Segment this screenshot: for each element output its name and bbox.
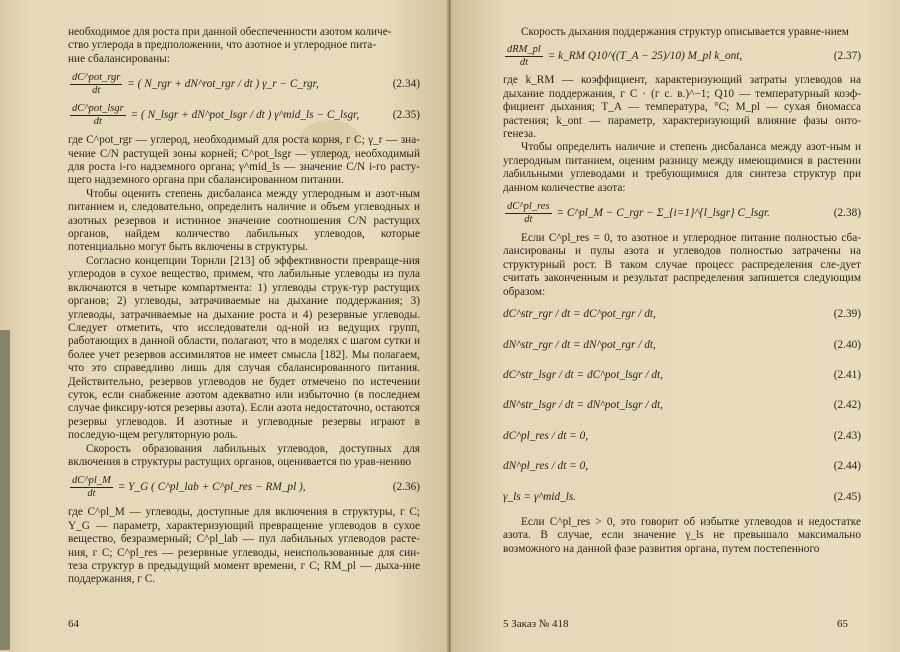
intro-line-2: ство углерода в предположении, что азотное и углеродное пита-: [68, 39, 377, 52]
paragraph-imbalance: Чтобы оценить степень дисбаланса между углеродным и азот-ным питанием и, следовательно, определить наличие и объем углеводных и азотных резервов и истинное значение соотношения C/N растущих органов, найдем количество лабильных углеводов, которые потенциально могут быть включены в структуры.: [68, 187, 420, 254]
paragraph-balanced-case: Если C^pl_res = 0, то азотное и углеродное питание полностью сба-лансированы и пулы азота и углеводов полностью затрачены на структурный рост. В таком случае процесс распределения сле-дует считать законченным и результат распределения запишется следующим образом:: [503, 232, 861, 298]
equation-2-45: [503, 491, 861, 504]
signature-mark: 5 Заказ № 418: [503, 618, 569, 630]
right-text-column: [503, 26, 861, 556]
eq-2-36-rhs: = Y_G ( C^pl_lab + C^pl_res − RM_pl ),: [117, 481, 306, 494]
intro-line-3: ние сбалансированы:: [68, 52, 170, 65]
left-page: [0, 0, 449, 652]
eq-2-37-label: (2.37): [833, 50, 861, 63]
eq-2-39-body: dC^str_rgr / dt = dC^pot_rgr / dt,: [503, 308, 656, 321]
eq-2-37-lhs-num: dRM_pl: [507, 44, 541, 56]
eq-2-38-rhs: = C^pl_M − C_rgr − Σ_{i=1}^{l_lsgr} C_lsgr.: [556, 207, 770, 220]
equation-2-42: [503, 399, 861, 412]
eq-2-45-body: γ_ls = γ^mid_ls.: [503, 490, 577, 503]
paragraph-excess-carbon: Если C^pl_res > 0, это говорит об избытке углеводов и недостатке азота. В случае, если значение γ_ls не превышало максимально возможного на данной фазе развития органа, путем постепенного: [503, 515, 861, 555]
eq-2-43-body: dC^pl_res / dt = 0,: [503, 429, 589, 442]
eq-2-36-label: (2.36): [392, 481, 420, 494]
eq-2-41-body: dC^str_lsgr / dt = dC^pot_lsgr / dt,: [503, 368, 663, 381]
paragraph-definitions-3: где k_RM — коэффициент, характеризующий затраты углеводов на дыхание поддержания, г C · (г с. в.)^−1; Q10 — температурный коэф-фициент дыхания; T_A — температура, °C; M_pl — сухая биомасса растения; k_ont — параметр, характеризующий влияние фазы онто-генеза.: [503, 74, 861, 141]
equation-2-43: [503, 430, 861, 443]
page-edge-shadow: [0, 330, 10, 650]
equation-2-37: [503, 44, 861, 69]
equation-2-35: [68, 103, 420, 128]
eq-2-38-label: (2.38): [833, 206, 861, 219]
eq-2-41-label: (2.41): [833, 368, 861, 381]
eq-2-42-label: (2.42): [833, 399, 861, 412]
eq-2-34-lhs-den: dt: [92, 85, 101, 97]
eq-2-36-lhs-den: dt: [87, 488, 96, 500]
eq-2-36-lhs-num: dC^pl_M: [72, 475, 111, 487]
equation-2-36: [68, 475, 420, 500]
equation-2-44: [503, 460, 861, 473]
equation-2-41: [503, 369, 861, 382]
eq-2-35-rhs: = ( N_lsgr + dN^pot_lsgr / dt ) γ^mid_ls − C_lsgr,: [130, 109, 360, 122]
right-page-number: 65: [837, 618, 848, 630]
eq-2-39-label: (2.39): [833, 308, 861, 321]
paragraph-difference: Чтобы определить наличие и степень дисбаланса между азот-ным и углеродным питанием, оценим разницу между имеющимися в растении лабильными углеводами и требующимися для синтеза структур при данном количестве азота:: [503, 141, 861, 194]
paragraph-thornley: Согласно концепции Торнли [213] об эффективности превраще-ния углеродов в сухое вещество, примем, что лабильные углеводы из пула включаются в четыре компартмента: 1) углеводы струк-тур растущих органов; 2) углеводы, затрачиваемые на дыхание поддержания; 3) углеводы, затрачиваемые на дыхание роста и 4) резервные углеводы. Следует отметить, что исследователи од-ной из ведущих групп, работающих в данной области, полагают, что в моделях с шагом сутки и более учет резервов ассимилятов не имеет смысла [182]. Мы полагаем, что это справедливо лишь для случая сбалансированного питания. Действительно, резервов углеводов не будет отмечено по истечении суток, если снабжение азотом адекватно или избыточно (в последнем случае фиксиру-ются резервы азота). Если азота недостаточно, остаются резервы углеводов. И азотные и углеводные резервы играют в последую-щем регуляторную роль.: [68, 254, 420, 442]
eq-2-38-lhs-den: dt: [524, 214, 533, 226]
eq-2-37-lhs-den: dt: [519, 57, 528, 69]
eq-2-38-lhs-num: dC^pl_res: [507, 201, 550, 213]
left-text-column: [68, 26, 420, 587]
intro-line-1: необходимое для роста при данной обеспеченности азотом количе-: [68, 26, 392, 38]
eq-2-34-rhs: = ( N_rgr + dN^rot_rgr / dt ) γ_r − C_rgr,: [127, 78, 319, 91]
paragraph-definitions-2: где C^pl_M — углеводы, доступные для включения в структуры, г C; Y_G — параметр, характеризующий превращение углеводов в сухое вещество, безразмерный; C^pl_lab — пул лабильных углеводов расте-ния, г C; C^pl_res — резервные углеводы, неиспользованные для син-теза структур в предыдущий момент времени, г C; RM_pl — дыха-ние поддержания, г C.: [68, 506, 420, 586]
eq-2-35-lhs-num: dC^pot_lsgr: [72, 103, 124, 115]
equation-2-40: [503, 339, 861, 352]
eq-2-45-label: (2.45): [833, 490, 861, 503]
equation-2-34: [68, 72, 420, 97]
paragraph-definitions-1: где C^pot_rgr — углерод, необходимый для роста корня, г C; γ_r — зна-чение C/N растущей зоны корней; C^pot_lsgr — углерод, необходимый для роста i-го надземного органа; γ^mid_ls — значение C/N i-го расту-щего надземного органа при сбалансированном питании.: [68, 134, 420, 187]
eq-2-34-lhs-num: dC^pot_rgr: [72, 72, 121, 84]
eq-2-34-label: (2.34): [392, 78, 420, 91]
right-page: [451, 0, 900, 652]
eq-2-44-label: (2.44): [833, 460, 861, 473]
eq-2-35-label: (2.35): [392, 109, 420, 122]
paragraph-maintenance-resp: Скорость дыхания поддержания структур описывается уравне-нием: [521, 26, 849, 38]
eq-2-40-label: (2.40): [833, 338, 861, 351]
eq-2-40-body: dN^str_rgr / dt = dN^pot_rgr / dt,: [503, 338, 656, 351]
left-page-number: 64: [68, 618, 79, 630]
eq-2-43-label: (2.43): [833, 429, 861, 442]
eq-2-42-body: dN^str_lsgr / dt = dN^pot_lsgr / dt,: [503, 399, 663, 412]
equation-2-39: [503, 308, 861, 321]
eq-2-37-rhs: = k_RM Q10^((T_A − 25)/10) M_pl k_ont,: [547, 50, 743, 63]
equation-2-38: [503, 201, 861, 226]
eq-2-35-lhs-den: dt: [93, 116, 102, 128]
paragraph-labile-rate: Скорость образования лабильных углеводов, доступных для включения в структуры растущих органов, оценивается по урав-нению: [68, 442, 420, 468]
eq-2-44-body: dN^pl_res / dt = 0,: [503, 460, 589, 473]
